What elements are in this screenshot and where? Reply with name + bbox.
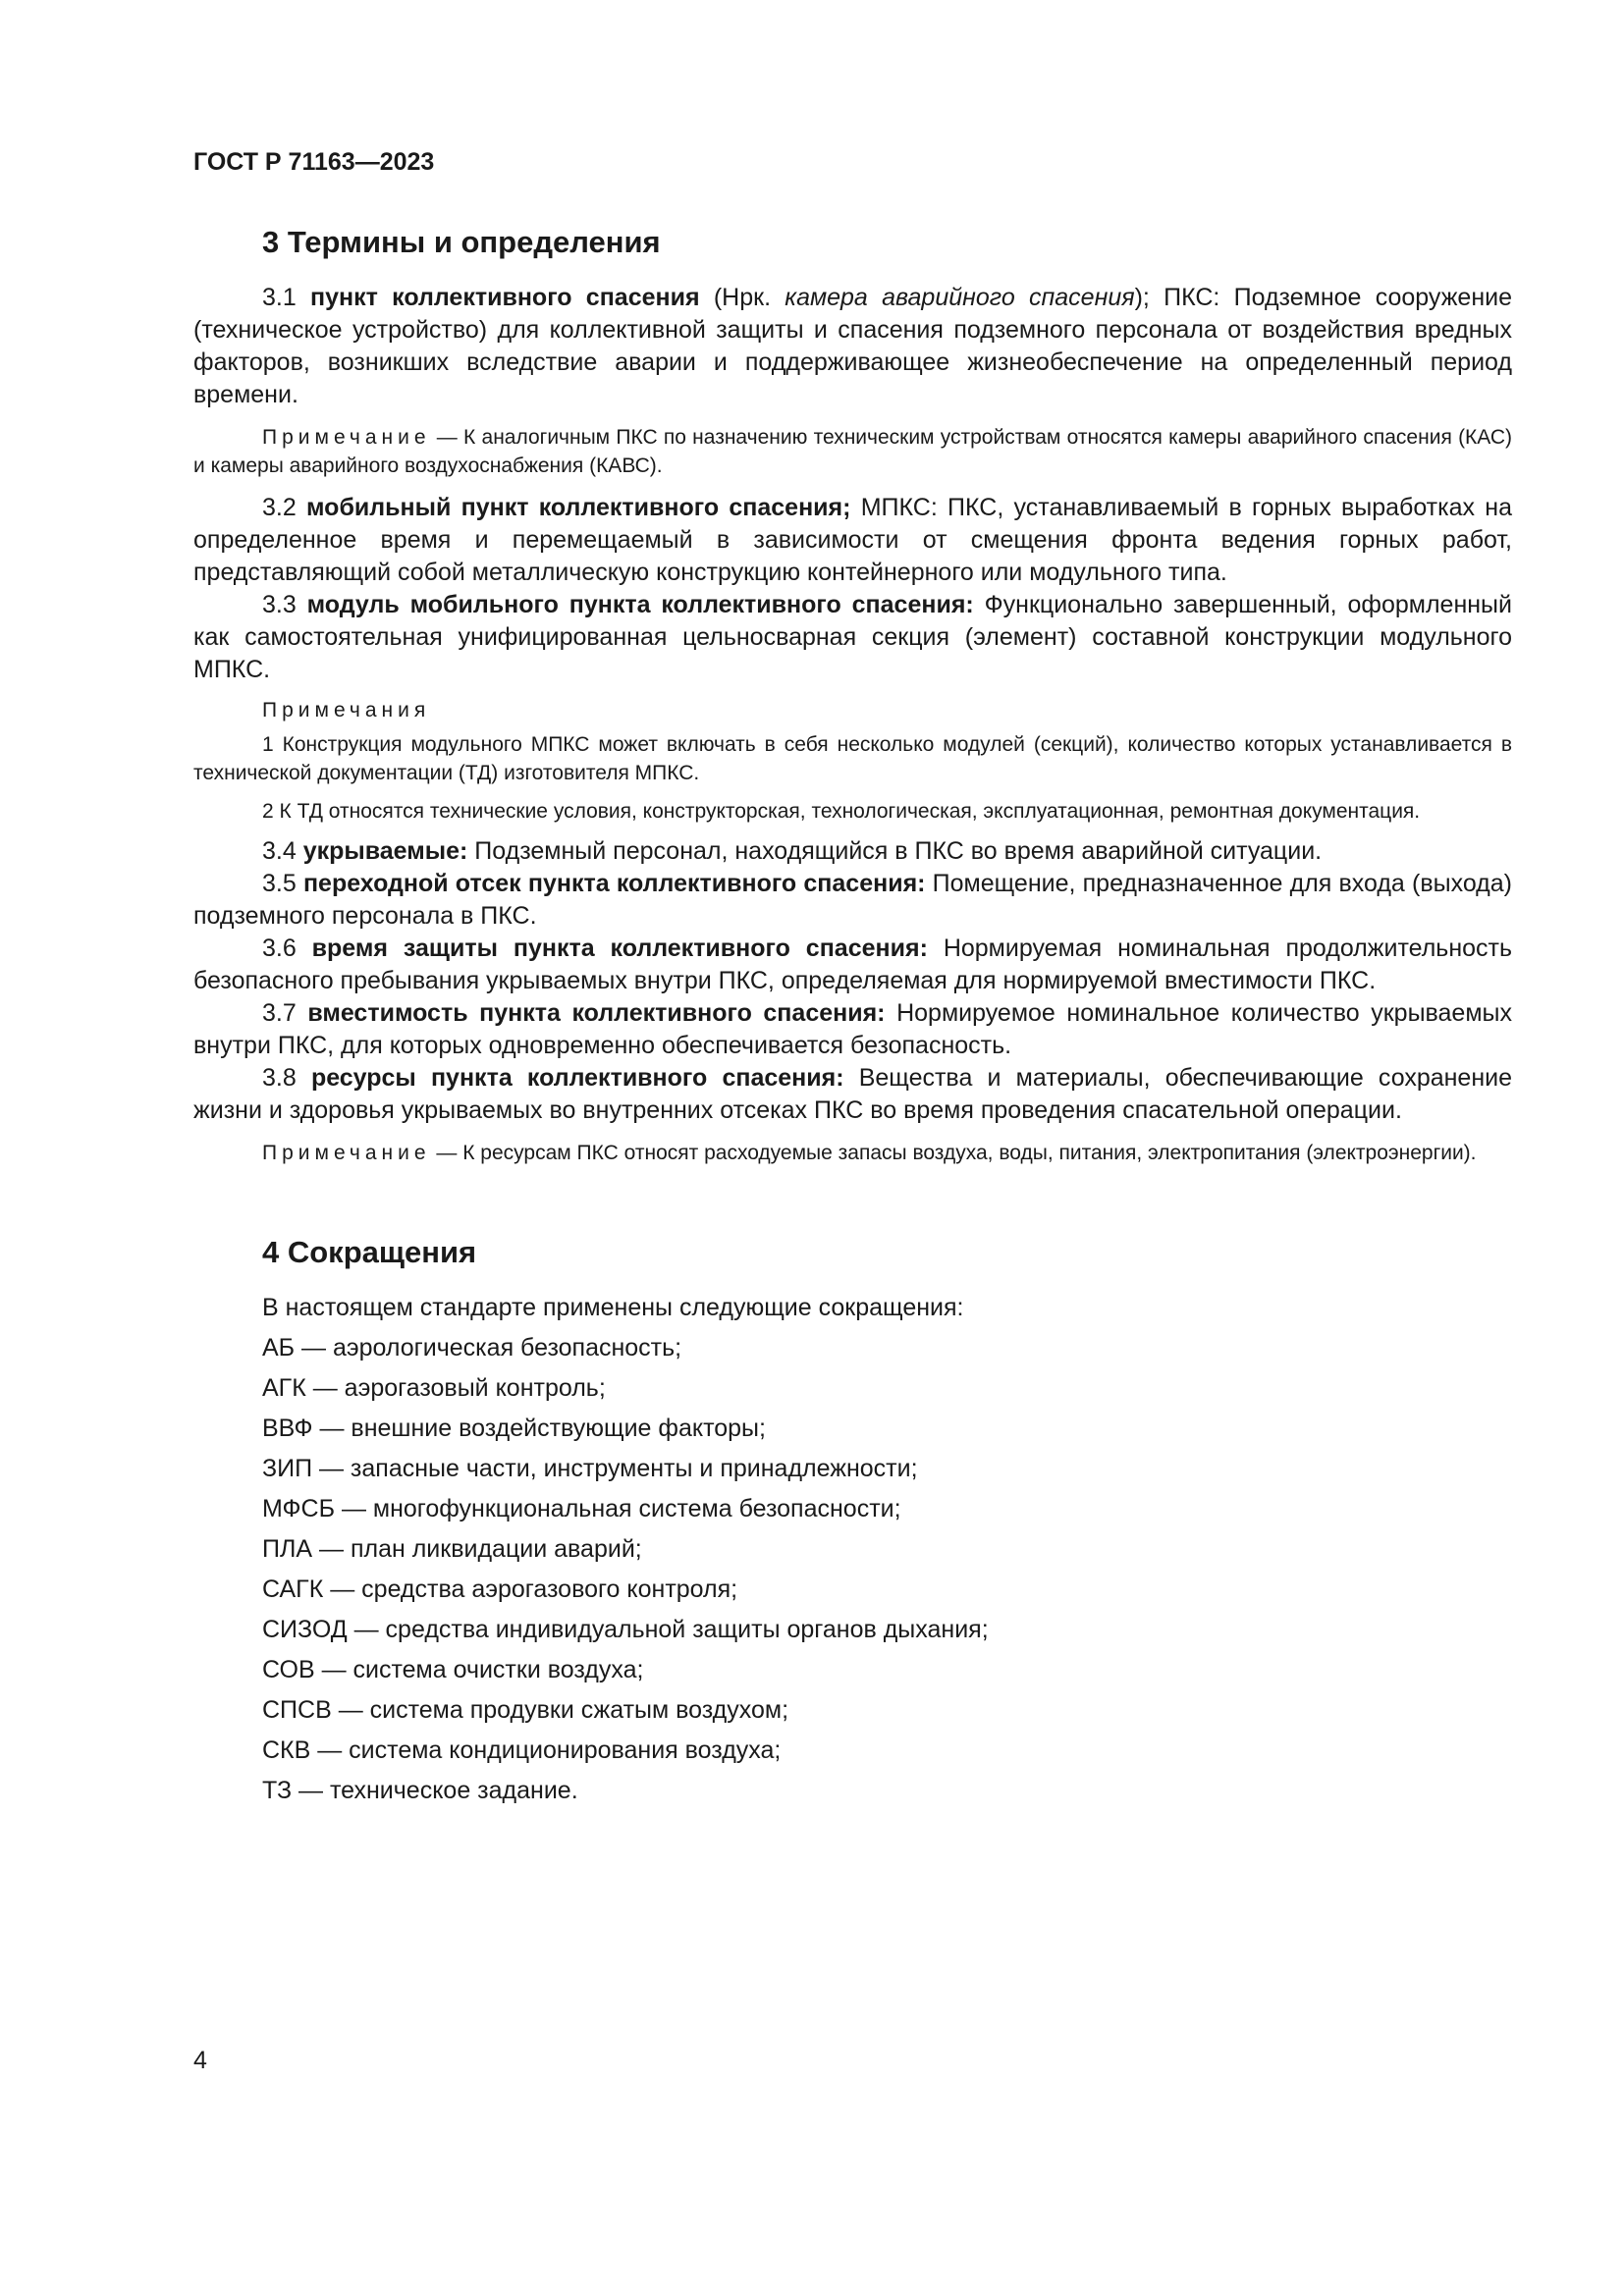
term-number: 3.3	[262, 591, 307, 619]
note-text: — К ресурсам ПКС относят расходуемые запасы воздуха, воды, питания, электропитания (электроэнергии).	[430, 1142, 1477, 1165]
note-label: Примечание	[262, 426, 431, 450]
term-name: мобильный пункт коллективного спасения;	[306, 494, 851, 522]
term-definition: ); ПКС: Подземное сооружение (техническое устройство) для коллективной защиты и спасения подземного персонала от воздействия вредных факторов, возникших вследствие аварии и поддерживающее жизнеобеспечение на определенный период времени.	[193, 284, 1513, 409]
note-label: Примечание	[262, 1142, 431, 1165]
term-3-1	[193, 282, 1512, 411]
term-name: модуль мобильного пункта коллективного спасения:	[306, 591, 974, 619]
term-3-7	[193, 997, 1512, 1062]
term-definition: Подземный персонал, находящийся в ПКС во время аварийной ситуации.	[467, 837, 1323, 866]
page-content	[193, 224, 1512, 1815]
term-definition: Нормируемое номинальное количество укрываемых внутри ПКС, для которых одновременно обеспечивается безопасность.	[193, 999, 1512, 1060]
abbreviation-item: ТЗ — техническое задание.	[262, 1777, 578, 1805]
term-number: 3.7	[262, 999, 308, 1028]
term-3-8	[193, 1062, 1512, 1127]
term-definition: МПКС: ПКС, устанавливаемый в горных выработках на определенное время и перемещаемый в зависимости от смещения фронта ведения горных работ, представляющий собой металлическую конструкцию контейнерного или модульного типа.	[193, 494, 1512, 587]
term-3-5	[193, 868, 1512, 933]
term-name: укрываемые:	[302, 837, 468, 866]
note-3-8	[193, 1139, 1512, 1167]
document-header: ГОСТ Р 71163—2023	[193, 148, 435, 176]
term-3-6	[193, 933, 1512, 997]
abbreviation-item: ПЛА — план ликвидации аварий;	[262, 1535, 642, 1564]
term-number: 3.2	[262, 494, 307, 522]
note-text: — К аналогичным ПКС по назначению техническим устройствам относятся камеры аварийного спасения (КАС) и камеры аварийного воздухоснабжения (КАВС).	[193, 426, 1512, 478]
abbreviation-item: СКВ — система кондиционирования воздуха;	[262, 1736, 782, 1765]
term-name: пункт коллективного спасения	[310, 284, 700, 312]
note-item-1: 1 Конструкция модульного МПКС может включать в себя несколько модулей (секций), количество которых устанавливается в технической документации (ТД) изготовителя МПКС.	[193, 733, 1512, 785]
abbreviations-intro: В настоящем стандарте применены следующие сокращения:	[262, 1294, 964, 1322]
term-number: 3.1	[262, 284, 311, 312]
term-definition: Нормируемая номинальная продолжительность безопасного пребывания укрываемых внутри ПКС, определяемая для нормируемой вместимости ПКС.	[193, 934, 1513, 995]
term-name: вместимость пункта коллективного спасения:	[307, 999, 886, 1028]
abbreviation-item: СИЗОД — средства индивидуальной защиты органов дыхания;	[262, 1616, 989, 1644]
term-name: время защиты пункта коллективного спасения:	[311, 934, 928, 963]
section-3-title: 3 Термины и определения	[262, 225, 661, 259]
term-deprecated: камера аварийного спасения	[785, 284, 1135, 312]
term-3-2	[193, 492, 1512, 589]
abbreviation-item: СОВ — система очистки воздуха;	[262, 1656, 644, 1684]
abbreviation-item: ВВФ — внешние воздействующие факторы;	[262, 1415, 766, 1443]
term-number: 3.4	[262, 837, 303, 866]
section-4-title: 4 Сокращения	[262, 1235, 477, 1270]
term-3-4	[193, 835, 1512, 868]
abbreviation-item: ЗИП — запасные части, инструменты и принадлежности;	[262, 1455, 918, 1483]
abbreviation-item: СПСВ — система продувки сжатым воздухом;	[262, 1696, 789, 1725]
abbreviation-item: АБ — аэрологическая безопасность;	[262, 1334, 682, 1362]
term-number: 3.8	[262, 1064, 311, 1093]
abbreviation-item: АГК — аэрогазовый контроль;	[262, 1374, 606, 1403]
abbreviation-item: МФСБ — многофункциональная система безопасности;	[262, 1495, 901, 1523]
term-definition: Вещества и материалы, обеспечивающие сохранение жизни и здоровья укрываемых во внутренних отсеках ПКС во время проведения спасательной операции.	[193, 1064, 1513, 1125]
term-3-3	[193, 589, 1512, 686]
notes-label: Примечания	[262, 699, 431, 722]
page-number: 4	[193, 2047, 207, 2074]
term-number: 3.5	[262, 870, 303, 898]
term-name: ресурсы пункта коллективного спасения:	[310, 1064, 844, 1093]
term-abbr-prefix: (Нрк.	[699, 284, 785, 312]
term-definition: Функционально завершенный, оформленный как самостоятельная унифицированная цельносварная секция (элемент) составной конструкции модульного МПКС.	[193, 591, 1512, 684]
term-name: переходной отсек пункта коллективного спасения:	[302, 870, 926, 898]
note-item-2: 2 К ТД относятся технические условия, конструкторская, технологическая, эксплуатационная, ремонтная документация.	[262, 800, 1421, 824]
abbreviation-item: САГК — средства аэрогазового контроля;	[262, 1575, 738, 1604]
term-number: 3.6	[262, 934, 312, 963]
term-definition: Помещение, предназначенное для входа (выхода) подземного персонала в ПКС.	[193, 870, 1512, 931]
note-3-1	[193, 423, 1512, 480]
